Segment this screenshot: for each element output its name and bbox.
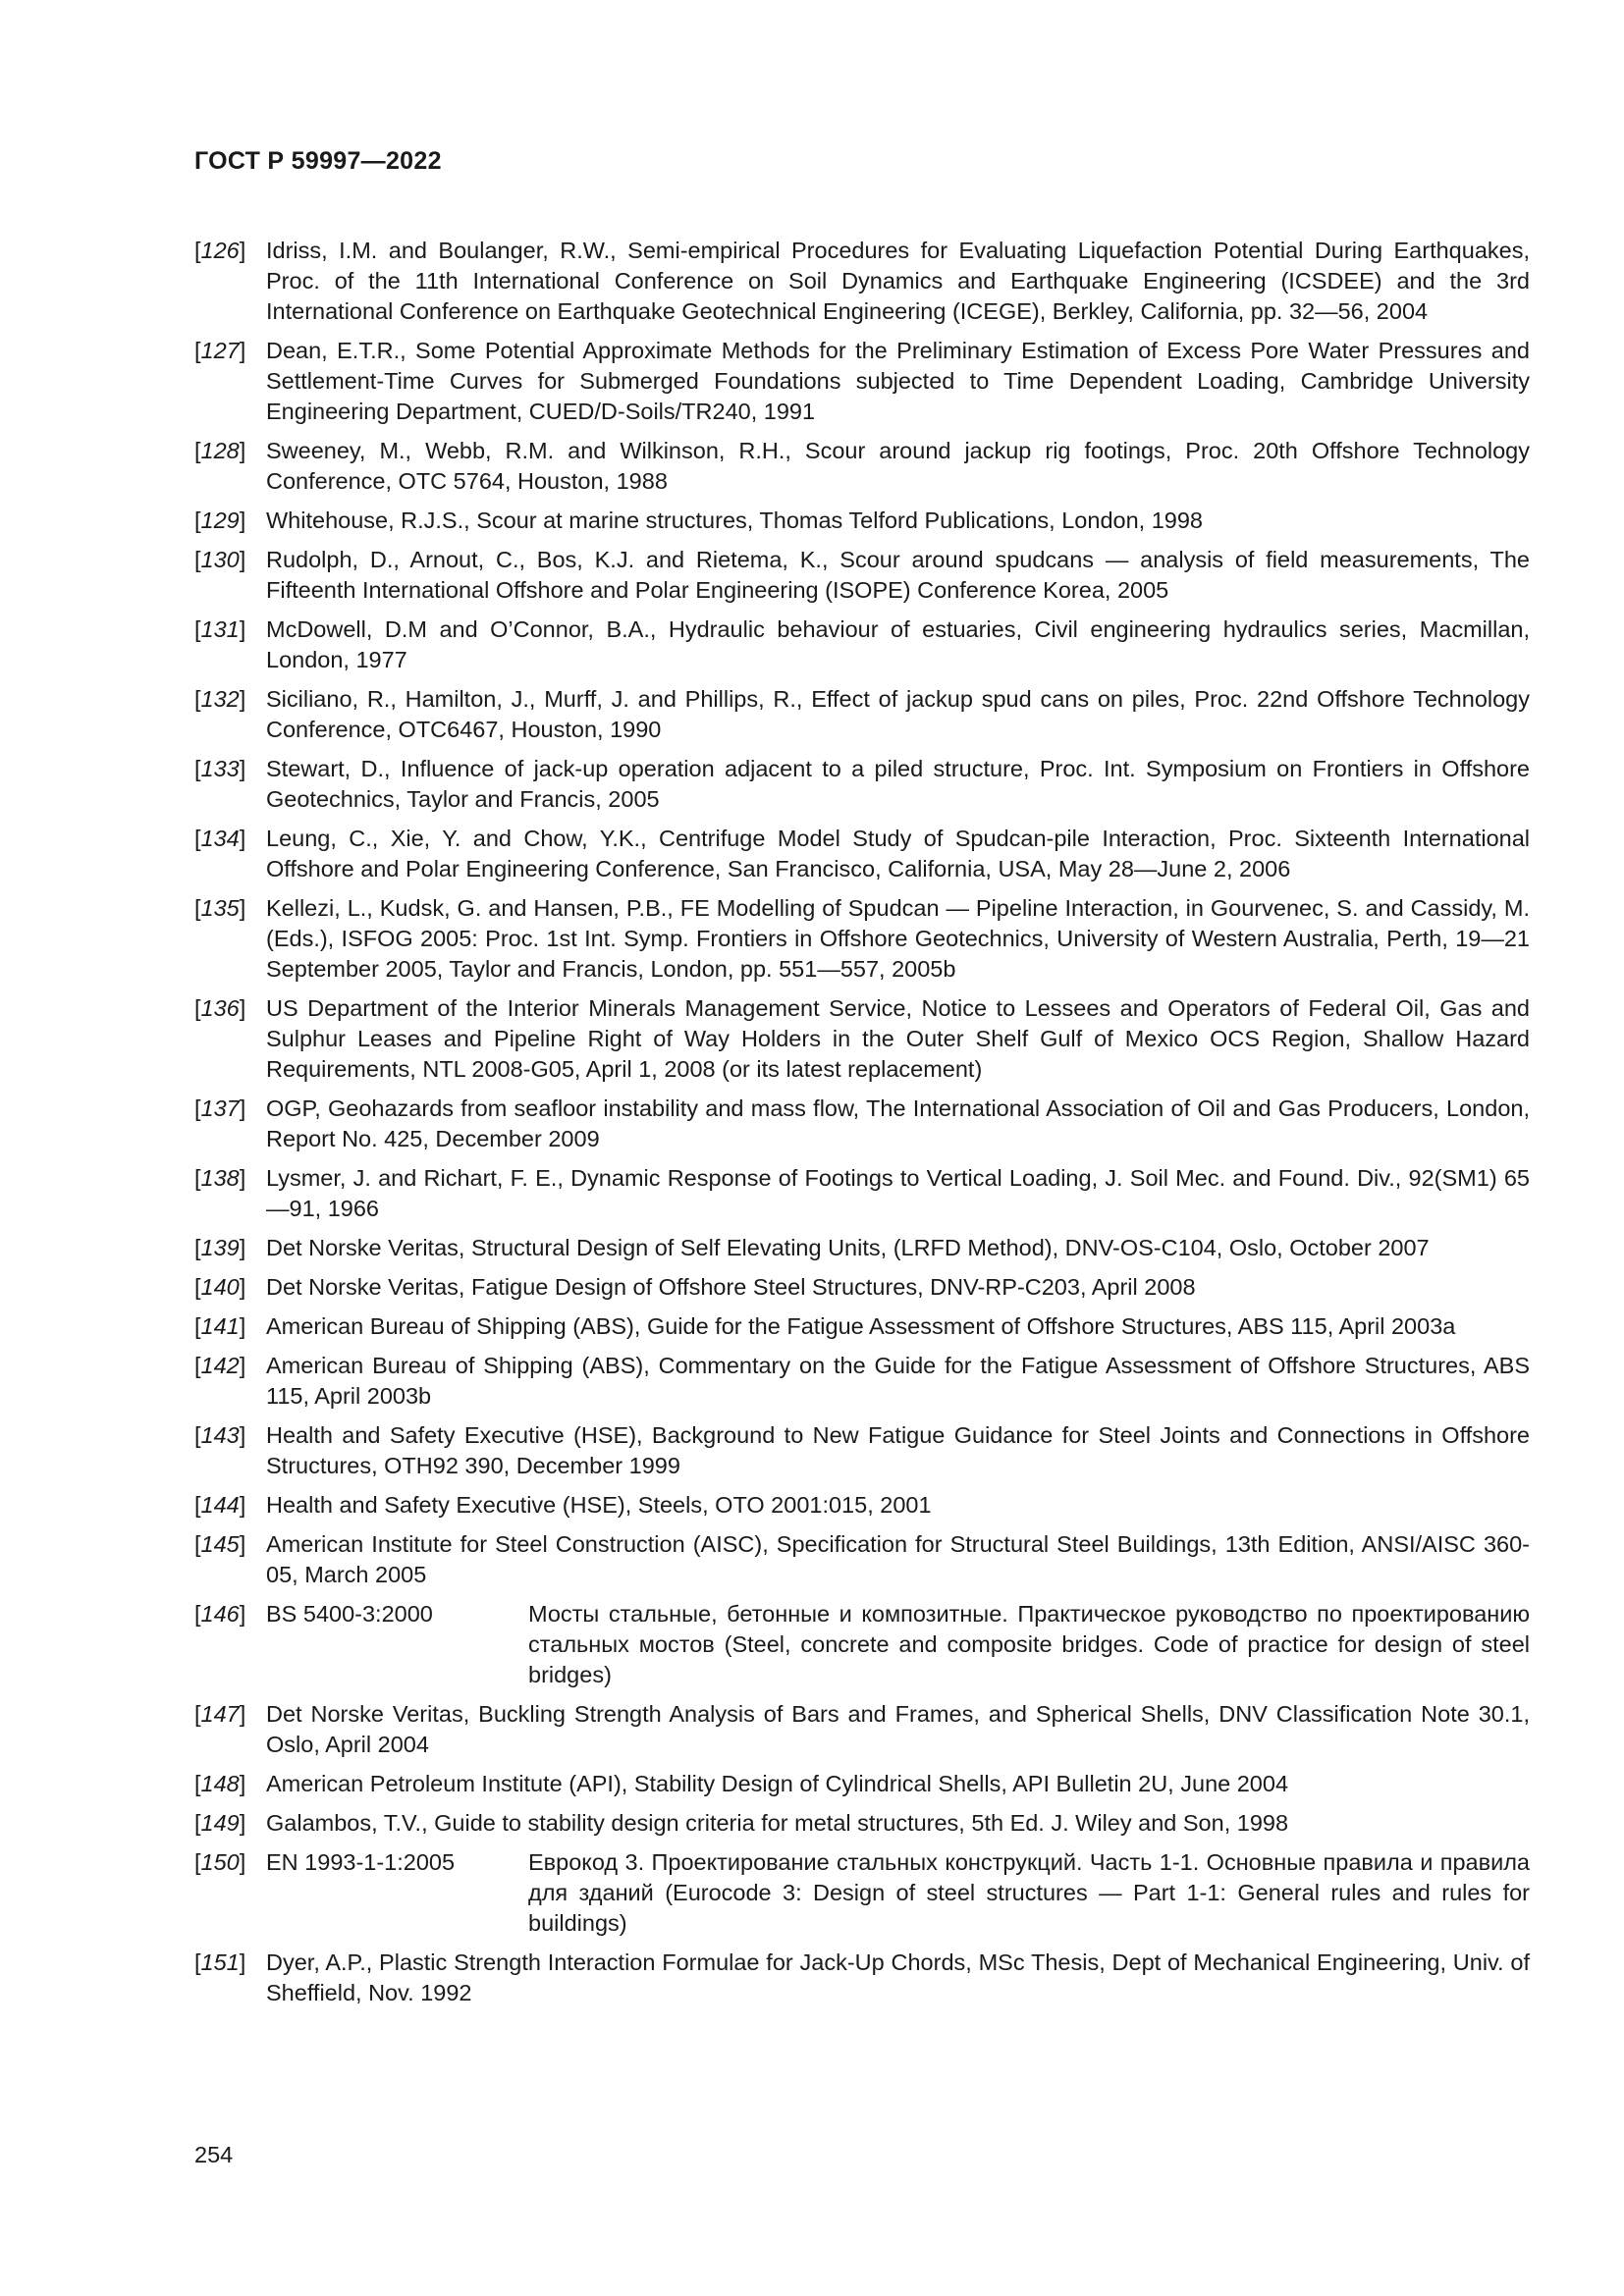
reference-item: [194, 1529, 1530, 1590]
reference-number: [142]: [194, 1353, 246, 1378]
reference-item: [194, 1094, 1530, 1154]
reference-text: Siciliano, R., Hamilton, J., Murff, J. and Phillips, R., Effect of jackup spud cans on piles, Proc. 22nd Offshore Technology Conference, OTC6467, Houston, 1990: [266, 686, 1530, 742]
reference-item: [194, 893, 1530, 985]
reference-number: [137]: [194, 1095, 246, 1121]
reference-number: [127]: [194, 338, 246, 363]
reference-text: Dean, E.T.R., Some Potential Approximate Methods for the Preliminary Estimation of Excess Pore Water Pressures and Settlement-Time Curves for Submerged Foundations subjected to Time Dependent Loading, Cambridge University Engineering Department, CUED/D-Soils/TR240, 1991: [266, 338, 1530, 424]
reference-item: [194, 754, 1530, 815]
reference-item: [194, 545, 1530, 606]
reference-text: Det Norske Veritas, Buckling Strength Analysis of Bars and Frames, and Spherical Shells, DNV Classification Note 30.1, Oslo, April 2004: [266, 1701, 1530, 1757]
reference-number: [148]: [194, 1771, 246, 1796]
page-number: 254: [194, 2142, 234, 2167]
reference-list: [194, 236, 1530, 2017]
reference-text: Idriss, I.M. and Boulanger, R.W., Semi-empirical Procedures for Evaluating Liquefaction Potential During Earthquakes, Proc. of the 11th International Conference on Soil Dynamics and Earthquake Engineering (ICSDEE) and the 3rd International Conference on Earthquake Geotechnical Engineering (ICEGE), Berkley, California, pp. 32—56, 2004: [266, 238, 1530, 324]
reference-item: [194, 1948, 1530, 2008]
reference-item: [194, 824, 1530, 884]
reference-item: [194, 1769, 1530, 1799]
reference-text: Health and Safety Executive (HSE), Steels, OTO 2001:015, 2001: [266, 1492, 932, 1518]
reference-item: [194, 1233, 1530, 1263]
reference-number: [128]: [194, 438, 246, 463]
reference-number: [151]: [194, 1949, 246, 1975]
page-header: ГОСТ Р 59997—2022: [194, 147, 442, 175]
reference-item-standard: [194, 1599, 1530, 1690]
reference-text: Det Norske Veritas, Structural Design of Self Elevating Units, (LRFD Method), DNV-OS-C104, Oslo, October 2007: [266, 1235, 1430, 1260]
reference-text: American Petroleum Institute (API), Stability Design of Cylindrical Shells, API Bulletin 2U, June 2004: [266, 1771, 1289, 1796]
reference-item: [194, 236, 1530, 327]
reference-text: Det Norske Veritas, Fatigue Design of Offshore Steel Structures, DNV-RP-C203, April 2008: [266, 1274, 1196, 1300]
reference-item: [194, 1699, 1530, 1760]
reference-number: [129]: [194, 507, 246, 533]
reference-number: [138]: [194, 1165, 246, 1191]
reference-item: [194, 1808, 1530, 1839]
standard-code: BS 5400-3:2000: [266, 1601, 433, 1627]
reference-number: [140]: [194, 1274, 246, 1300]
reference-item: [194, 684, 1530, 745]
reference-number: [150]: [194, 1849, 246, 1875]
reference-number: [132]: [194, 686, 246, 712]
reference-item: [194, 614, 1530, 675]
reference-text: Lysmer, J. and Richart, F. E., Dynamic Response of Footings to Vertical Loading, J. Soil Mec. and Found. Div., 92(SM1) 65—91, 1966: [266, 1165, 1530, 1221]
reference-text: American Bureau of Shipping (ABS), Guide for the Fatigue Assessment of Offshore Structures, ABS 115, April 2003a: [266, 1313, 1456, 1339]
reference-number: [133]: [194, 756, 246, 781]
reference-item-standard: [194, 1847, 1530, 1939]
reference-item: [194, 1351, 1530, 1412]
reference-text: Health and Safety Executive (HSE), Background to New Fatigue Guidance for Steel Joints and Connections in Offshore Structures, OTH92 390, December 1999: [266, 1422, 1530, 1478]
reference-text: American Institute for Steel Construction (AISC), Specification for Structural Steel Buildings, 13th Edition, ANSI/AISC 360-05, March 2005: [266, 1531, 1530, 1587]
reference-number: [149]: [194, 1810, 246, 1836]
reference-number: [131]: [194, 616, 246, 642]
reference-number: [145]: [194, 1531, 246, 1557]
reference-number: [147]: [194, 1701, 246, 1727]
reference-number: [134]: [194, 826, 246, 851]
reference-text: Leung, C., Xie, Y. and Chow, Y.K., Centrifuge Model Study of Spudcan-pile Interaction, Proc. Sixteenth International Offshore and Polar Engineering Conference, San Francisco, California, USA, May 28—June 2, 2006: [266, 826, 1530, 881]
reference-number: [144]: [194, 1492, 246, 1518]
reference-item: [194, 1163, 1530, 1224]
reference-text: Whitehouse, R.J.S., Scour at marine structures, Thomas Telford Publications, London, 1998: [266, 507, 1203, 533]
reference-text: McDowell, D.M and O’Connor, B.A., Hydraulic behaviour of estuaries, Civil engineering hydraulics series, Macmillan, London, 1977: [266, 616, 1530, 672]
reference-number: [135]: [194, 895, 246, 921]
reference-text: Kellezi, L., Kudsk, G. and Hansen, P.B., FE Modelling of Spudcan — Pipeline Interaction, in Gourvenec, S. and Cassidy, M. (Eds.), ISFOG 2005: Proc. 1st Int. Symp. Frontiers in Offshore Geotechnics, University of Western Australia, Perth, 19—21 September 2005, Taylor and Francis, London, pp. 551—557, 2005b: [266, 895, 1530, 982]
reference-text: OGP, Geohazards from seafloor instability and mass flow, The International Association of Oil and Gas Producers, London, Report No. 425, December 2009: [266, 1095, 1530, 1151]
reference-item: [194, 506, 1530, 536]
standard-code: EN 1993-1-1:2005: [266, 1849, 456, 1875]
reference-item: [194, 336, 1530, 427]
reference-number: [130]: [194, 547, 246, 572]
reference-text: US Department of the Interior Minerals Management Service, Notice to Lessees and Operators of Federal Oil, Gas and Sulphur Leases and Pipeline Right of Way Holders in the Outer Shelf Gulf of Mexico OCS Region, Shallow Hazard Requirements, NTL 2008-G05, April 1, 2008 (or its latest replacement): [266, 995, 1530, 1082]
reference-text: American Bureau of Shipping (ABS), Commentary on the Guide for the Fatigue Assessment of Offshore Structures, ABS 115, April 2003b: [266, 1353, 1530, 1409]
reference-item: [194, 993, 1530, 1085]
reference-number: [126]: [194, 238, 246, 263]
standard-description: Еврокод 3. Проектирование стальных конструкций. Часть 1-1. Основные правила и правила для зданий (Eurocode 3: Design of steel structures — Part 1-1: General rules and rules for buildings): [528, 1849, 1530, 1936]
reference-number: [146]: [194, 1601, 246, 1627]
reference-number: [136]: [194, 995, 246, 1021]
reference-item: [194, 1272, 1530, 1303]
reference-item: [194, 1420, 1530, 1481]
standard-description: Мосты стальные, бетонные и композитные. Практическое руководство по проектированию стальных мостов (Steel, concrete and composite bridges. Code of practice for design of steel bridges): [528, 1601, 1530, 1687]
reference-item: [194, 436, 1530, 497]
reference-item: [194, 1311, 1530, 1342]
reference-text: Stewart, D., Influence of jack-up operation adjacent to a piled structure, Proc. Int. Symposium on Frontiers in Offshore Geotechnics, Taylor and Francis, 2005: [266, 756, 1530, 812]
reference-number: [143]: [194, 1422, 246, 1448]
reference-text: Galambos, T.V., Guide to stability design criteria for metal structures, 5th Ed. J. Wiley and Son, 1998: [266, 1810, 1289, 1836]
reference-item: [194, 1490, 1530, 1521]
reference-text: Sweeney, M., Webb, R.M. and Wilkinson, R.H., Scour around jackup rig footings, Proc. 20th Offshore Technology Conference, OTC 5764, Houston, 1988: [266, 438, 1530, 494]
reference-number: [139]: [194, 1235, 246, 1260]
reference-text: Dyer, A.P., Plastic Strength Interaction Formulae for Jack-Up Chords, MSc Thesis, Dept of Mechanical Engineering, Univ. of Sheffield, Nov. 1992: [266, 1949, 1530, 2005]
reference-text: Rudolph, D., Arnout, C., Bos, K.J. and Rietema, K., Scour around spudcans — analysis of field measurements, The Fifteenth International Offshore and Polar Engineering (ISOPE) Conference Korea, 2005: [266, 547, 1530, 603]
reference-number: [141]: [194, 1313, 246, 1339]
